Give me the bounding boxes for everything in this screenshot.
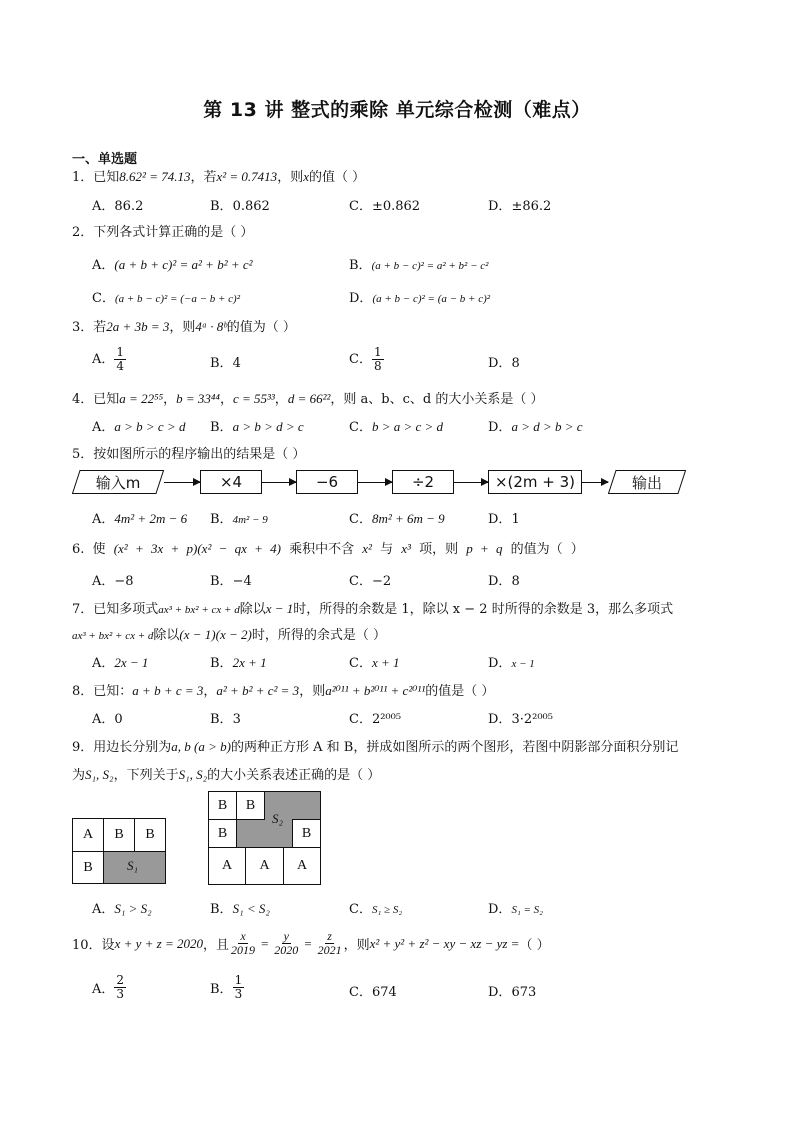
stem-text: 的大小关系表述正确的是（ ） [207, 768, 381, 783]
stem-text: 除以 [153, 628, 180, 643]
denominator: 3 [116, 987, 125, 1001]
stem-text: 若 [93, 320, 107, 335]
stem-text: ，且 [202, 938, 229, 953]
option-label: C． [349, 420, 372, 435]
question-4 [72, 388, 543, 407]
arrow-icon [454, 482, 488, 483]
math: a, b (a > b) [171, 739, 231, 754]
option-label: A． [92, 982, 115, 997]
question-9 [72, 736, 678, 755]
math: (x² + 3x + p)(x² − qx + 4) [113, 541, 281, 556]
stem-text: ， [219, 392, 233, 407]
option-c[interactable] [349, 508, 445, 527]
program-flowchart [72, 468, 662, 498]
question-5 [72, 443, 305, 462]
option-text: 1 [511, 512, 520, 527]
denominator: 4 [116, 359, 125, 373]
option-text: S₁ = S₂ [511, 904, 544, 916]
option-text: a > b > d > c [232, 419, 304, 434]
math: a²⁰¹¹ + b²⁰¹¹ + c²⁰¹¹ [325, 683, 426, 698]
math: ax³ + bx² + cx + d [158, 604, 240, 616]
math: x + y + z = 2020 [114, 935, 203, 951]
math: b = 33⁴⁴ [176, 391, 220, 406]
stem-text: 按如图所示的程序输出的结果是（ ） [93, 447, 306, 462]
option-label: B． [210, 420, 233, 435]
option-label: C． [349, 985, 372, 1000]
question-8 [72, 680, 494, 699]
output-label: 输出 [631, 473, 662, 492]
option-label: A． [92, 352, 115, 367]
option-c[interactable] [349, 416, 443, 435]
stem-text: 下列各式计算正确的是（ ） [93, 225, 254, 240]
math: S₁, S₂ [85, 767, 114, 782]
option-label: B． [210, 902, 233, 917]
option-label: C． [349, 712, 372, 727]
question-7 [72, 598, 673, 617]
option-text: 4 [232, 356, 241, 371]
numerator: x [240, 929, 246, 943]
option-label: D． [488, 656, 512, 671]
option-d[interactable] [349, 287, 490, 306]
question-number: 1． [72, 170, 94, 185]
option-text: ±86.2 [511, 199, 552, 214]
stem-text: 的两种正方形 A 和 B，拼成如图所示的两个图形，若图中阴影部分面积分别记 [230, 740, 679, 755]
question-number: 5． [72, 447, 94, 462]
option-text: x − 1 [511, 658, 535, 670]
option-b[interactable] [210, 652, 267, 671]
option-text: 0 [114, 712, 123, 727]
option-label: A． [92, 574, 115, 589]
stem-text: ，则 [169, 320, 196, 335]
math: 4ᵃ · 8ᵇ [195, 319, 227, 334]
option-text: 4m² − 9 [232, 514, 268, 526]
option-d[interactable] [488, 898, 543, 917]
multiply-2m3-box: ×(2m + 3) [488, 470, 582, 494]
option-d[interactable] [488, 981, 536, 1000]
option-d[interactable] [488, 708, 553, 727]
fraction [114, 346, 126, 373]
arrow-icon [262, 482, 296, 483]
math: x² = 0.7413 [216, 169, 278, 184]
option-text: 674 [371, 985, 397, 1000]
question-number: 10． [72, 938, 102, 953]
option-label: C． [349, 902, 372, 917]
option-label: A． [92, 656, 115, 671]
option-d[interactable] [488, 352, 520, 371]
option-label: A． [92, 902, 115, 917]
math: 2a + 3b = 3 [106, 319, 170, 334]
option-text: x + 1 [371, 655, 400, 670]
denominator: 8 [373, 359, 382, 373]
option-label: B． [349, 258, 372, 273]
square-b: B [103, 818, 135, 852]
option-label: D． [488, 985, 512, 1000]
fraction [114, 974, 126, 1001]
math: d = 66²² [287, 391, 331, 406]
option-text: S₁ ≥ S₂ [371, 904, 403, 916]
option-label: C． [349, 352, 372, 367]
option-label: A． [92, 258, 115, 273]
stem-text: 时，所得的余数是 1，除以 x − 2 时所得的余数是 3，那么多项式 [293, 602, 674, 617]
math: x² [362, 541, 372, 556]
option-label: D． [349, 291, 373, 306]
option-label: C． [92, 291, 115, 306]
option-text: 3 [232, 712, 241, 727]
stem-text: 已知 [93, 392, 120, 407]
arrow-icon [164, 482, 200, 483]
stem-text: 用边长分别为 [93, 740, 172, 755]
option-label: D． [488, 356, 512, 371]
square-b: B [72, 851, 104, 884]
stem-text: ，下列关于 [113, 768, 179, 783]
option-a[interactable] [92, 708, 123, 727]
question-1 [72, 166, 365, 185]
stem-text: ， [203, 684, 217, 699]
option-c[interactable] [349, 652, 400, 671]
option-label: B． [210, 574, 233, 589]
equals-sign: = [257, 935, 273, 951]
option-c[interactable] [349, 346, 384, 373]
stem-text: 与 [380, 542, 394, 557]
question-7-line2 [72, 624, 386, 643]
fraction [272, 930, 300, 957]
stem-text: 的值为（ ） [510, 542, 584, 557]
question-3 [72, 316, 296, 335]
option-label: B． [210, 512, 233, 527]
option-text: ±0.862 [371, 199, 421, 214]
label-s2: S₂ [272, 811, 284, 826]
fraction [316, 930, 344, 957]
square-a: A [283, 847, 321, 885]
math: p + q [466, 541, 503, 556]
stem-text: ， [163, 392, 177, 407]
stem-text: 时，所得的余式是（ ） [251, 628, 386, 643]
square-a: A [208, 847, 246, 885]
figure-s1 [72, 818, 166, 884]
option-text: −2 [371, 574, 392, 589]
output-box [608, 470, 686, 494]
math: ax³ + bx² + cx + d [72, 630, 154, 642]
question-number: 3． [72, 320, 94, 335]
option-d[interactable] [488, 652, 535, 671]
option-text: (a + b − c)² = (a − b + c)² [372, 293, 491, 305]
option-d[interactable] [488, 570, 520, 589]
option-text: 2x + 1 [232, 655, 267, 670]
arrow-icon [358, 482, 392, 483]
option-c[interactable] [349, 708, 401, 727]
option-label: A． [92, 512, 115, 527]
option-a[interactable] [92, 416, 185, 435]
option-label: B． [210, 982, 233, 997]
option-text: a > b > c > d [114, 419, 186, 434]
stem-text: 项，则 [419, 542, 459, 557]
stem-text: 设 [101, 938, 115, 953]
denominator: 2021 [317, 943, 342, 957]
option-label: A． [92, 420, 115, 435]
option-label: C． [349, 656, 372, 671]
option-label: B． [210, 656, 233, 671]
stem-text: 已知 [93, 170, 120, 185]
option-c[interactable] [92, 287, 240, 306]
numerator: z [327, 929, 332, 943]
option-a[interactable] [92, 195, 143, 214]
stem-text: ，则 [343, 938, 370, 953]
option-label: C． [349, 199, 372, 214]
option-label: B． [210, 199, 233, 214]
stem-text: 已知多项式 [93, 602, 159, 617]
option-text: 3·2²⁰⁰⁵ [511, 712, 553, 727]
option-text: 8 [511, 356, 520, 371]
denominator: 2020 [274, 943, 299, 957]
math: S₁, S₂ [178, 767, 208, 782]
stem-text: 为 [72, 768, 86, 783]
option-b[interactable] [210, 416, 304, 435]
math: c = 55³³ [232, 391, 275, 406]
stem-text: 已知： [93, 684, 133, 699]
option-b[interactable] [210, 508, 268, 527]
option-label: A． [92, 712, 115, 727]
question-6 [72, 538, 584, 557]
page-title: 第 13 讲 整式的乘除 单元综合检测（难点） [203, 99, 591, 121]
stem-text: 除以 [239, 602, 266, 617]
option-b[interactable] [349, 254, 488, 273]
option-text: 2²⁰⁰⁵ [371, 712, 402, 727]
math: x² + y² + z² − xy − xz − yz = [369, 935, 520, 951]
fraction [372, 346, 384, 373]
option-text: −8 [114, 574, 134, 589]
option-text: (a + b − c)² = (−a − b + c)² [114, 293, 241, 305]
option-text: 673 [511, 985, 537, 1000]
stem-text: 使 [92, 542, 106, 557]
square-b: B [208, 819, 237, 848]
option-b[interactable] [210, 352, 241, 371]
stem-text: ， [274, 392, 288, 407]
square-b: B [292, 819, 321, 848]
option-label: D． [488, 420, 512, 435]
numerator: 1 [116, 345, 125, 359]
square-a: A [245, 847, 284, 885]
option-a[interactable] [92, 898, 152, 917]
numerator: 1 [234, 973, 243, 987]
option-b[interactable] [210, 708, 241, 727]
fraction [229, 930, 257, 957]
stem-text: ，则 [277, 170, 304, 185]
question-number: 4． [72, 392, 94, 407]
equals-sign: = [300, 935, 316, 951]
stem-text: 乘积中不含 [289, 542, 355, 557]
section-heading: 一、单选题 [72, 152, 138, 167]
question-number: 8． [72, 684, 94, 699]
option-d[interactable] [488, 508, 520, 527]
option-label: D． [488, 199, 512, 214]
option-label: D． [488, 512, 512, 527]
input-box [72, 470, 164, 494]
numerator: y [283, 929, 289, 943]
option-text: a > d > b > c [511, 419, 583, 434]
figure-s2 [208, 791, 321, 885]
option-text: 8 [511, 574, 520, 589]
question-10 [72, 930, 550, 957]
option-d[interactable] [488, 195, 551, 214]
square-b: B [236, 791, 265, 820]
option-a[interactable] [92, 508, 187, 527]
square-b: B [208, 791, 237, 820]
option-text: (a + b + c)² = a² + b² + c² [114, 257, 253, 272]
denominator: 2019 [231, 943, 255, 957]
stem-text: 的值是（ ） [425, 684, 495, 699]
option-label: D． [488, 574, 512, 589]
option-b[interactable] [210, 898, 270, 917]
option-label: D． [488, 902, 512, 917]
option-a[interactable] [92, 570, 134, 589]
denominator: 3 [234, 987, 243, 1001]
option-c[interactable] [349, 195, 420, 214]
square-a: A [72, 818, 104, 852]
question-number: 9． [72, 740, 94, 755]
option-label: C． [349, 574, 372, 589]
multiply-4-box: ×4 [200, 470, 262, 494]
option-text: −4 [232, 574, 252, 589]
option-text: (a + b − c)² = a² + b² − c² [371, 260, 489, 272]
option-b[interactable] [210, 974, 244, 1001]
math: (x − 1)(x − 2) [179, 627, 252, 642]
math: x³ [401, 541, 411, 556]
option-text: 86.2 [114, 199, 144, 214]
option-b[interactable] [210, 195, 270, 214]
divide-2-box: ÷2 [392, 470, 454, 494]
square-b: B [134, 818, 166, 852]
option-a[interactable] [92, 254, 253, 273]
option-text: b > a > c > d [371, 419, 444, 434]
option-c[interactable] [349, 981, 397, 1000]
stem-text: 的值为（ ） [226, 320, 296, 335]
math: a + b + c = 3 [132, 683, 204, 698]
question-2 [72, 221, 253, 240]
option-label: D． [488, 712, 512, 727]
option-c[interactable] [349, 898, 402, 917]
arrow-icon [582, 482, 608, 483]
stem-text: 的值（ ） [308, 170, 366, 185]
option-text: S₁ > S₂ [114, 901, 152, 916]
label-s1: S₁ [127, 858, 139, 873]
math: x [303, 169, 309, 184]
minus-6-box: −6 [296, 470, 358, 494]
option-a[interactable] [92, 346, 126, 373]
option-text: 4m² + 2m − 6 [114, 511, 188, 526]
option-d[interactable] [488, 416, 583, 435]
numerator: 2 [116, 973, 125, 987]
question-number: 2． [72, 225, 94, 240]
option-a[interactable] [92, 974, 126, 1001]
numerator: 1 [373, 345, 382, 359]
math: a = 22⁵⁵ [119, 391, 164, 406]
option-text: 2x − 1 [114, 655, 149, 670]
question-9-line2 [72, 764, 380, 783]
math: x − 1 [265, 601, 294, 616]
option-text: 8m² + 6m − 9 [371, 511, 445, 526]
option-label: C． [349, 512, 372, 527]
option-text: S₁ < S₂ [232, 901, 270, 916]
option-a[interactable] [92, 652, 148, 671]
fraction [233, 974, 245, 1001]
stem-text: ，则 [299, 684, 326, 699]
option-label: B． [210, 356, 233, 371]
option-label: A． [92, 199, 115, 214]
question-number: 6. [72, 542, 85, 557]
stem-text: ，则 a、b、c、d 的大小关系是（ ） [330, 392, 544, 407]
input-label: 输入m [95, 473, 141, 492]
stem-text: （ ） [519, 938, 550, 953]
math: 8.62² = 74.13 [119, 169, 191, 184]
stem-text: ，若 [190, 170, 217, 185]
option-label: B． [210, 712, 233, 727]
question-number: 7． [72, 602, 94, 617]
math: a² + b² + c² = 3 [216, 683, 300, 698]
option-c[interactable] [349, 570, 391, 589]
option-b[interactable] [210, 570, 252, 589]
option-text: 0.862 [232, 199, 270, 214]
